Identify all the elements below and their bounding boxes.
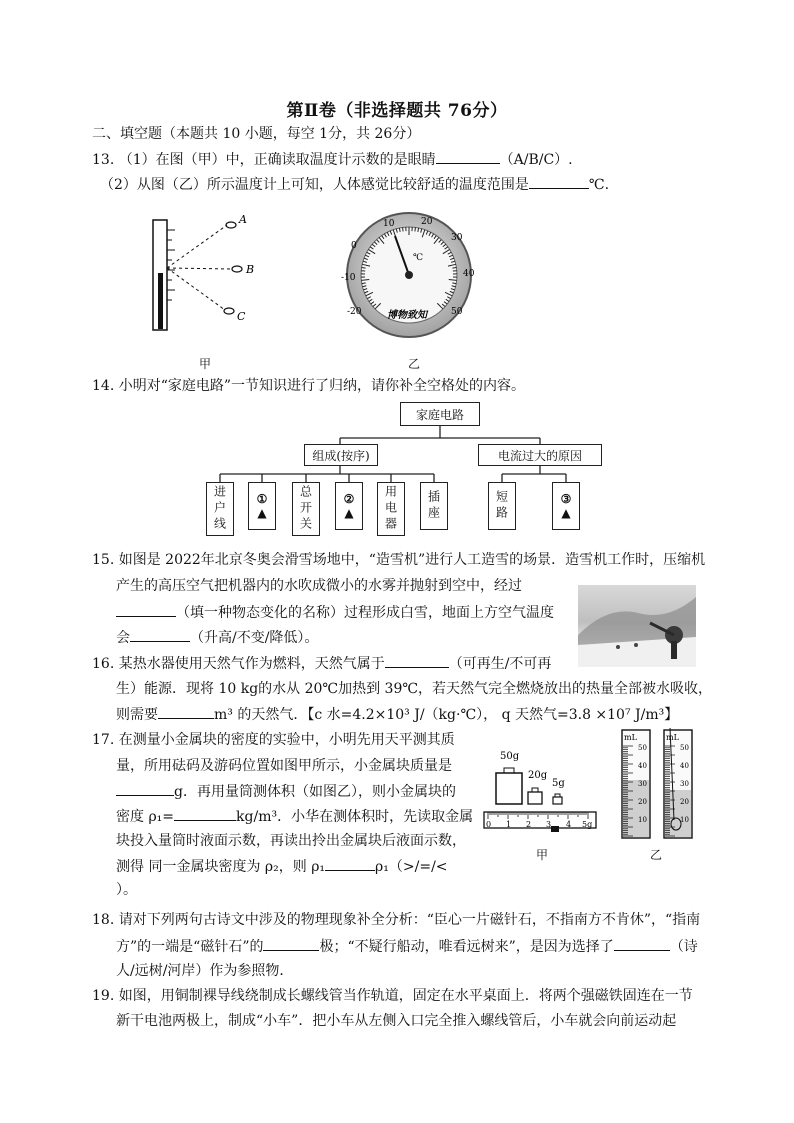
snow-machine-photo <box>578 585 696 667</box>
q18-line1: 18. 请对下列两句古诗文中涉及的物理现象补全分析：“臣心一片磁针石，不指南方不肯休”，“指南 <box>92 912 701 928</box>
cyl1-tick-20: 20 <box>638 798 647 806</box>
q18-blank-1[interactable] <box>263 936 319 951</box>
q13-line1: 13. （1）在图（甲）中，正确读取温度计示数的是眼睛 （A/B/C）. <box>92 149 573 170</box>
cyl1-tick-40: 40 <box>638 762 647 770</box>
scale-tick-4: 4 <box>566 820 572 829</box>
scale-tick-2: 2 <box>526 820 532 829</box>
tree-leaf-blank-1[interactable]: ① ▲ <box>248 482 276 530</box>
dial-tick-m20: -20 <box>347 307 362 317</box>
q17-line2: 量，所用砝码及游码位置如图甲所示，小金属块质量是 <box>116 758 452 774</box>
q13-line2: （2）从图（乙）所示温度计上可知，人体感觉比较舒适的温度范围是 ℃. <box>100 174 609 195</box>
q17-blank-1[interactable] <box>116 781 174 796</box>
q15-line4: 会 （升高/不变/降低）。 <box>116 627 318 648</box>
q16-line3: 则需要 m³ 的天然气．【c 水=4.2×10³ J/（kg·℃）， q 天然气=3.8 ×10⁷ J/m³】 <box>116 704 678 725</box>
cyl2-unit: mL <box>666 733 679 742</box>
eye-label-c: C <box>237 310 246 323</box>
cyl2-tick-10: 10 <box>680 816 689 824</box>
q17-line3: g．再用量筒测体积（如图乙），则小金属块的 <box>116 781 456 802</box>
cyl1-tick-30: 30 <box>638 780 647 788</box>
eye-label-b: B <box>246 263 255 276</box>
q13-blank-1[interactable] <box>436 149 500 164</box>
dial-tick-40: 40 <box>463 269 475 279</box>
cyl1-tick-50: 50 <box>638 744 647 752</box>
tree-leaf-blank-2[interactable]: ② ▲ <box>335 482 363 530</box>
thermometer-figure <box>145 215 255 335</box>
q17-caption-right: 乙 <box>650 848 663 862</box>
dial-tick-30: 30 <box>451 233 463 243</box>
q16-blank-1[interactable] <box>385 653 449 668</box>
q18-line3: 人/远树/河岸）作为参照物． <box>116 963 294 979</box>
q16-line2: 生）能源．现将 10 kg的水从 20℃加热到 39℃，若天然气完全燃烧放出的热量全部被水吸收， <box>116 681 713 697</box>
dial-tick-10: 10 <box>383 219 395 229</box>
dial-thermometer-figure <box>337 210 477 340</box>
eye-label-a: A <box>239 215 247 226</box>
tree-leaf-yongdianqi: 用电器 <box>377 482 405 536</box>
q19-line2: 新干电池两极上，制成“小车”．把小车从左侧入口完全推入螺线管后，小车就会向前运动起 <box>116 1013 677 1029</box>
dial-unit: ℃ <box>413 253 424 263</box>
q13-caption-right: 乙 <box>408 357 421 371</box>
cyl2-tick-30: 30 <box>680 780 689 788</box>
tree-leaf-duanlu: 短路 <box>488 482 516 530</box>
weight-label-20g: 20g <box>528 770 548 781</box>
scale-tick-5: 5g <box>582 820 593 829</box>
cyl2-tick-40: 40 <box>680 762 689 770</box>
q17-line7: ）。 <box>116 882 137 898</box>
dial-tick-m10: -10 <box>341 273 356 283</box>
cyl1-unit: mL <box>624 733 637 742</box>
q13-blank-2[interactable] <box>529 174 589 189</box>
q16-line1: 16. 某热水器使用天然气作为燃料，天然气属于 （可再生/不可再 <box>92 653 551 674</box>
weights-figure <box>482 748 600 838</box>
q14-line: 14. 小明对“家庭电路”一节知识进行了归纳，请你补全空格处的内容。 <box>92 378 526 394</box>
q17-line6: 测得 同一金属块密度为 ρ₂，则 ρ₁ ρ₁（>/=/< <box>116 856 448 877</box>
dial-tick-0: 0 <box>351 241 357 251</box>
dial-tick-20: 20 <box>421 217 433 227</box>
q18-line2: 方”的一端是“磁针石”的 极；“不疑行船动，唯看远树来”，是因为选择了 （诗 <box>116 936 698 957</box>
q15-line1: 15. 如图是 2022年北京冬奥会滑雪场地中，“造雪机”进行人工造雪的场景．造雪机工作时，压缩机 <box>92 552 706 568</box>
dial-brand: 博物致知 <box>387 310 427 321</box>
eye-icon <box>224 222 242 314</box>
q16-blank-2[interactable] <box>158 704 214 719</box>
cyl2-tick-50: 50 <box>680 744 689 752</box>
scale-tick-1: 1 <box>506 820 512 829</box>
q18-blank-2[interactable] <box>614 936 670 951</box>
tree-leaf-jinhuxian: 进户线 <box>206 482 234 536</box>
section-heading: 二、填空题（本题共 10 小题，每空 1分，共 26分） <box>92 126 421 142</box>
tree-branch-right: 电流过大的原因 <box>478 444 602 466</box>
scale-tick-0: 0 <box>486 820 492 829</box>
q19-line1: 19. 如图，用铜制裸导线绕制成长螺线管当作轨道，固定在水平桌面上．将两个强磁铁固连在一节 <box>92 988 693 1004</box>
tree-leaf-zongkaiguan: 总开关 <box>292 482 320 536</box>
weight-label-5g: 5g <box>552 778 565 789</box>
cylinders-figure <box>618 728 698 843</box>
q17-line5: 块投入量筒时液面示数，再读出拎出金属块后液面示数， <box>116 833 466 849</box>
q15-line3: （填一种物态变化的名称）过程形成白雪，地面上方空气温度 <box>116 602 554 623</box>
dial-tick-50: 50 <box>451 307 463 317</box>
q17-line1: 17. 在测量小金属块的密度的实验中，小明先用天平测其质 <box>92 732 455 748</box>
q17-blank-3[interactable] <box>325 856 375 871</box>
cyl1-tick-10: 10 <box>638 816 647 824</box>
scale-tick-3: 3 <box>546 820 552 829</box>
part-title: 第Ⅱ卷（非选择题共 76分） <box>286 101 508 121</box>
q17-line4: 密度 ρ₁= kg/m³．小华在测体积时，先读取金属 <box>116 806 473 827</box>
weight-label-50g: 50g <box>500 751 520 762</box>
tree-root: 家庭电路 <box>400 402 480 426</box>
q15-blank-2[interactable] <box>130 627 190 642</box>
q15-blank-1[interactable] <box>116 602 176 617</box>
cyl2-tick-20: 20 <box>680 798 689 806</box>
q17-caption-left: 甲 <box>536 848 549 862</box>
tree-leaf-blank-3[interactable]: ③ ▲ <box>552 482 580 530</box>
q15-line2: 产生的高压空气把机器内的水吹成微小的水雾并抛射到空中，经过 <box>116 578 522 594</box>
q13-caption-left: 甲 <box>199 357 212 371</box>
tree-branch-left: 组成(按序) <box>304 444 378 466</box>
q17-blank-2[interactable] <box>174 806 236 821</box>
tree-leaf-chazuo: 插座 <box>420 482 448 530</box>
